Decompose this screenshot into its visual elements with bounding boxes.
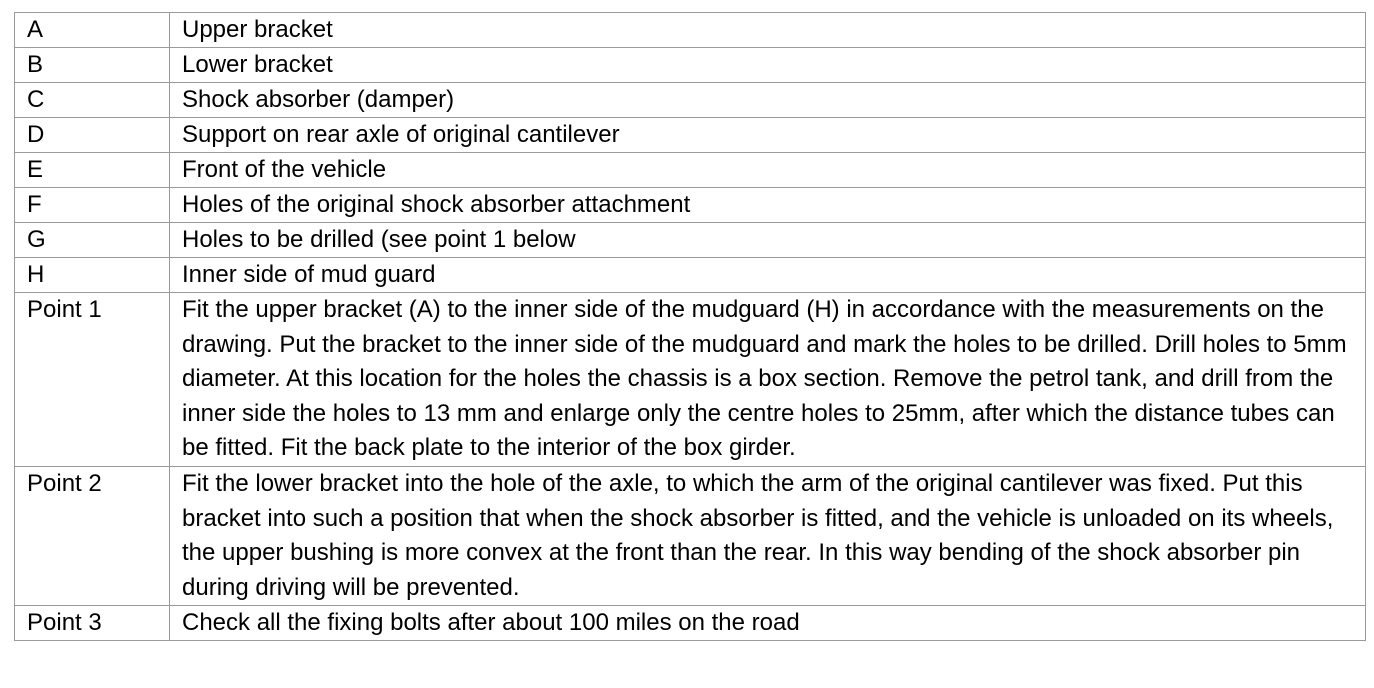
row-key: F <box>15 188 170 223</box>
row-description: Inner side of mud guard <box>170 258 1366 293</box>
row-description: Fit the upper bracket (A) to the inner side of the mudguard (H) in accordance with the measurements on the drawing. Put the bracket to the inner side of the mudguard and mark the holes to be drilled. Drill holes to 5mm diameter. At this location for the holes the chassis is a box section. Remove the petrol tank, and drill from the inner side the holes to 13 mm and enlarge only the centre holes to 25mm, after which the distance tubes can be fitted. Fit the back plate to the interior of the box girder. <box>170 293 1366 467</box>
row-key: Point 3 <box>15 606 170 641</box>
table-row <box>15 188 1366 223</box>
row-key: G <box>15 223 170 258</box>
row-key: Point 1 <box>15 293 170 467</box>
table-row <box>15 83 1366 118</box>
row-key: H <box>15 258 170 293</box>
table-row <box>15 606 1366 641</box>
row-description: Holes of the original shock absorber attachment <box>170 188 1366 223</box>
row-key: Point 2 <box>15 466 170 605</box>
row-description: Upper bracket <box>170 13 1366 48</box>
row-description: Holes to be drilled (see point 1 below <box>170 223 1366 258</box>
row-key: D <box>15 118 170 153</box>
row-description: Check all the fixing bolts after about 100 miles on the road <box>170 606 1366 641</box>
table-row <box>15 48 1366 83</box>
table-row <box>15 466 1366 605</box>
row-key: B <box>15 48 170 83</box>
row-key: A <box>15 13 170 48</box>
table-row <box>15 118 1366 153</box>
row-description: Front of the vehicle <box>170 153 1366 188</box>
row-description: Lower bracket <box>170 48 1366 83</box>
table-row <box>15 153 1366 188</box>
row-description: Support on rear axle of original cantilever <box>170 118 1366 153</box>
table-row <box>15 223 1366 258</box>
table-row <box>15 258 1366 293</box>
table-row <box>15 13 1366 48</box>
table-row <box>15 293 1366 467</box>
legend-table <box>14 12 1366 641</box>
row-key: E <box>15 153 170 188</box>
row-description: Shock absorber (damper) <box>170 83 1366 118</box>
row-description: Fit the lower bracket into the hole of the axle, to which the arm of the original cantilever was fixed. Put this bracket into such a position that when the shock absorber is fitted, and the vehicle is unloaded on its wheels, the upper bushing is more convex at the front than the rear. In this way bending of the shock absorber pin during driving will be prevented. <box>170 466 1366 605</box>
row-key: C <box>15 83 170 118</box>
